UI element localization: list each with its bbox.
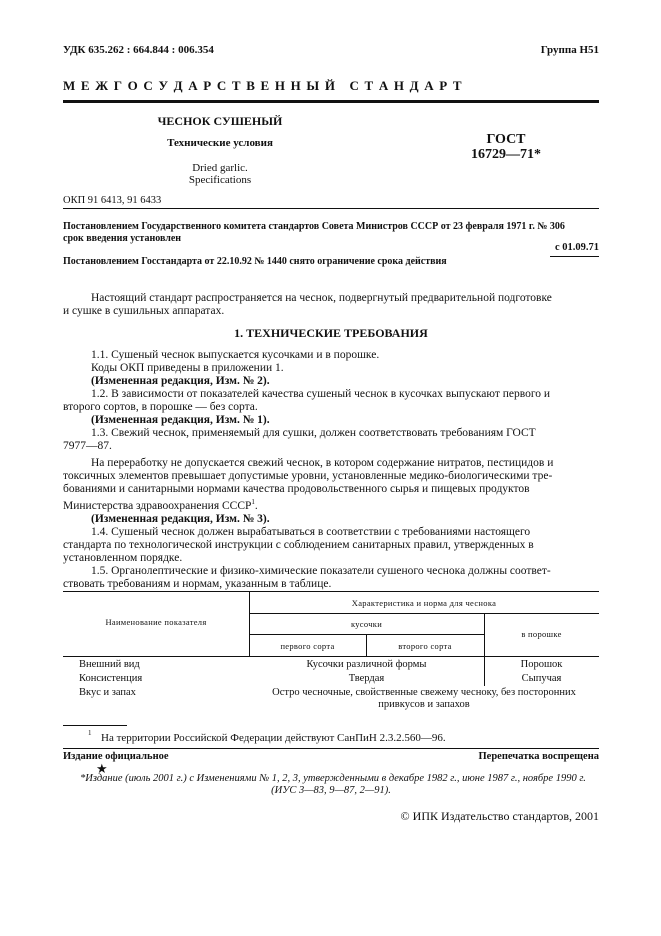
edition-note-1: *Издание (июль 2001 г.) с Изменениями № 1, 2, 3, утвержденными в декабре 1982 г., июне 1987 г., ноябре 1990 г. [80, 773, 586, 784]
row-taste-value-1: Остро чесночные, свойственные свежему чесноку, без посторонних [272, 687, 576, 698]
para-1-5-line-2: ствовать требованиям и нормам, указанным в таблице. [63, 577, 332, 590]
edition-note-2: (ИУС 3—83, 9—87, 2—91). [271, 785, 391, 796]
gost-label: ГОСТ [486, 132, 526, 147]
banner-rule [63, 100, 599, 103]
official-edition: Издание официальное [63, 751, 169, 762]
header-indicator-name: Наименование показателя [105, 617, 207, 627]
doc-subtitle: Технические условия [167, 137, 273, 149]
para-1-3b-line-4: Министерства здравоохранения СССР$^1$. [63, 498, 258, 512]
para-1-1-edition: (Измененная редакция, Изм. № 2). [91, 375, 270, 387]
table-top-rule [63, 591, 599, 592]
para-1-2-line-2: второго сортов, в порошке — без сорта. [63, 401, 258, 413]
row-consistency-powder: Сыпучая [521, 673, 562, 684]
intro-line-1: Настоящий стандарт распространяется на чеснок, подвергнутый предварительной подготовке [91, 292, 552, 304]
row-consistency-pieces: Твердая [348, 673, 385, 684]
para-1-4-line-2: стандарта по технологической инструкции с соблюдением санитарных правил, утвержденных в [63, 538, 534, 551]
row-appearance-pieces: Кусочки различной формы [306, 659, 427, 670]
okp-codes: ОКП 91 6413, 91 6433 [63, 195, 162, 206]
date-rule [550, 256, 599, 257]
row-taste-name: Вкус и запах [79, 687, 136, 698]
section-body [63, 349, 599, 591]
para-1-3b-line-1: На переработку не допускается свежий чеснок, в котором содержание нитратов, пестицидов и [91, 457, 554, 469]
standard-banner: М Е Ж Г О С У Д А Р С Т В Е Н Н Ы Й С Т А Н Д А Р Т [63, 78, 463, 93]
gost-number: 16729—71* [471, 147, 541, 162]
para-1-3b-line-3: бованиями и санитарными нормами качества продовольственного сырья и пищевых продуктов [63, 483, 530, 495]
decree-line-1: Постановлением Государственного комитета стандартов Совета Министров СССР от 23 февраля 1971 г. № 306 [63, 221, 565, 232]
para-1-3b-line-2: токсичных элементов превышает допустимые уровни, установленные медико-биологическими тре- [63, 470, 553, 482]
footnote-number: 1 [88, 729, 92, 737]
para-1-1-okp: Коды ОКП приведены в приложении 1. [91, 362, 284, 374]
header-second-grade: второго сорта [398, 641, 452, 651]
row-consistency-name: Консистенция [79, 673, 143, 684]
effective-date: с 01.09.71 [554, 242, 599, 253]
para-1-1: 1.1. Сушеный чеснок выпускается кусочками и в порошке. [91, 349, 380, 361]
para-1-2-line-1: 1.2. В зависимости от показателей качества сушеный чеснок в кусочках выпускают первого и [91, 388, 551, 400]
footer-rule [63, 748, 599, 749]
row-taste-value-2: привкусов и запахов [378, 699, 470, 710]
english-title-2: Specifications [188, 174, 252, 186]
footnote-ref: 1 [251, 498, 255, 506]
para-1-4-line-1: 1.4. Сушеный чеснок должен вырабатываться в соответствии с требованиями настоящего [91, 525, 531, 538]
row-appearance-powder: Порошок [520, 659, 563, 670]
english-title-1: Dried garlic. [192, 162, 248, 174]
decree-line-3: Постановлением Госстандарта от 22.10.92 № 1440 снято ограничение срока действия [63, 256, 447, 267]
group-code: Группа Н51 [540, 44, 599, 56]
table-hline-1 [249, 613, 599, 614]
para-1-2-edition: (Измененная редакция, Изм. № 1). [91, 414, 270, 426]
footnote-text: На территории Российской Федерации действуют СанПиН 2.3.2.560—96. [101, 732, 446, 744]
row-appearance-name: Внешний вид [79, 659, 140, 670]
intro-line-2: и сушке в сушильных аппаратах. [63, 305, 225, 317]
section-title: 1. ТЕХНИЧЕСКИЕ ТРЕБОВАНИЯ [234, 326, 428, 340]
para-1-3-line-1: 1.3. Свежий чеснок, применяемый для сушки, должен соответствовать требованиям ГОСТ [91, 427, 536, 439]
decree-line-2: срок введения установлен [63, 233, 182, 244]
reprint-prohibited: Перепечатка воспрещена [478, 751, 599, 762]
udc-code: УДК 635.262 : 664.844 : 006.354 [63, 44, 214, 56]
header-characteristic: Характеристика и норма для чеснока [351, 598, 497, 608]
okp-rule [63, 208, 599, 209]
footnote-rule [63, 725, 127, 726]
header-pieces: кусочки [350, 619, 383, 629]
para-1-3-edition: (Измененная редакция, Изм. № 3). [91, 512, 270, 525]
table-header-rule [63, 656, 599, 657]
doc-title: ЧЕСНОК СУШЕНЫЙ [157, 114, 283, 128]
quality-table [63, 591, 599, 715]
star-icon: ★ [96, 761, 108, 776]
copyright: © ИПК Издательство стандартов, 2001 [400, 809, 599, 823]
header-first-grade: первого сорта [280, 641, 335, 651]
para-1-3-line-2: 7977—87. [63, 440, 112, 452]
para-1-4-line-3: установленном порядке. [63, 551, 183, 564]
body-text [63, 292, 599, 318]
para-1-3b-line-4-text: Министерства здравоохранения СССР [63, 499, 252, 512]
header-powder: в порошке [521, 629, 562, 639]
para-1-5-line-1: 1.5. Органолептические и физико-химические показатели сушеного чеснока должны соответ- [91, 564, 551, 577]
